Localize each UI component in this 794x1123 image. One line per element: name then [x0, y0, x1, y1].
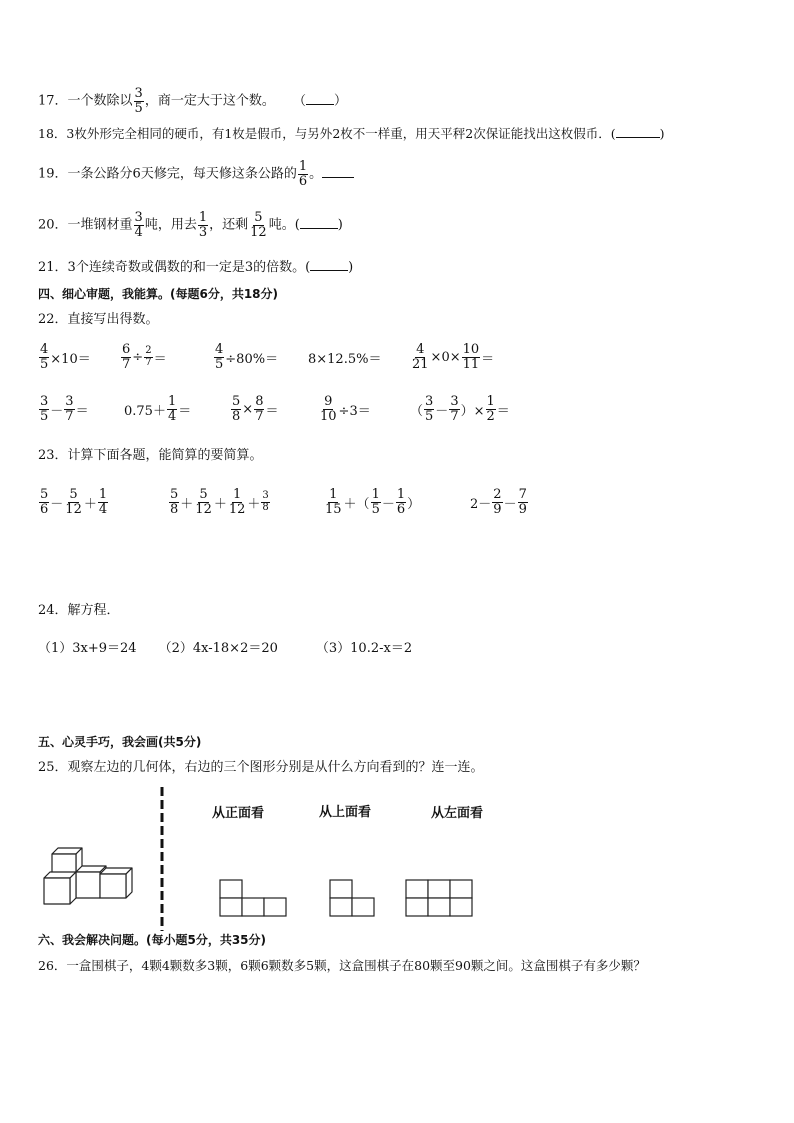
section-5-heading: 五、心灵手巧，我会画(共5分): [38, 735, 202, 749]
answer-blank[interactable]: [322, 177, 354, 178]
question-26: 26．一盒围棋子，4颗4颗数多3颗，6颗6颗数多5颗，这盒围棋子在80颗至90颗之间。这盒围棋子有多少颗？: [38, 958, 646, 973]
question-19: 19．一条公路分6天修完，每天修这条公路的 $\frac{1}{6}$ 。: [38, 160, 354, 188]
section-4-heading: 四、细心审题，我能算。(每题6分，共18分): [38, 287, 279, 301]
q22-item: $\frac{6}{7}$ ÷ $\frac{2}{7}$ ＝: [122, 341, 167, 372]
view-label-left: 从左面看: [431, 806, 484, 821]
question-24-title: 24．解方程．: [38, 603, 120, 618]
q23-expr-2: $\frac{5}{8}$ ＋ $\frac{5}{12}$ ＋ $\frac{1}{12}$ ＋ $\frac{3}{8}$: [170, 486, 269, 517]
fraction: $\frac{5}{12}$: [250, 210, 267, 240]
q22-item: $\frac{4}{5}$ ÷80%＝: [215, 341, 279, 372]
cube-solid-figure: [40, 842, 140, 922]
view-figure-2: [329, 879, 379, 919]
equation-1: （1）3x+9＝24: [38, 641, 137, 656]
answer-blank[interactable]: [306, 104, 334, 105]
q22-item: $\frac{4}{21}$ ×0× $\frac{10}{11}$ ＝: [412, 341, 495, 372]
q22-item: 8×12.5%＝: [308, 351, 382, 367]
fraction: $\frac{1}{6}$: [298, 159, 308, 189]
q23-expr-4: 2－ $\frac{2}{9}$ － $\frac{7}{9}$: [470, 486, 527, 517]
question-22-title: 22．直接写出得数。: [38, 312, 159, 327]
equation-2: （2）4x-18×2＝20: [158, 641, 278, 656]
answer-blank[interactable]: [300, 228, 338, 229]
view-label-front: 从正面看: [212, 806, 265, 821]
answer-blank[interactable]: [616, 137, 660, 138]
q22-item: $\frac{9}{10}$ ÷3＝: [320, 393, 371, 424]
q22-item: 0.75＋ $\frac{1}{4}$ ＝: [124, 393, 192, 424]
question-18: 18．3枚外形完全相同的硬币，有1枚是假币，与另外2枚不一样重，用天平秤2次保证能找出这枚假币．( ): [38, 126, 665, 141]
dashed-divider: [158, 787, 166, 931]
q23-expr-1: $\frac{5}{6}$ － $\frac{5}{12}$ ＋ $\frac{1}{4}$: [40, 486, 108, 517]
view-label-top: 从上面看: [319, 805, 372, 820]
q22-item: $\frac{3}{5}$ － $\frac{3}{7}$ ＝: [40, 393, 89, 424]
q22-item: $\frac{5}{8}$ × $\frac{8}{7}$ ＝: [232, 393, 279, 424]
question-20: 20．一堆钢材重 $\frac{3}{4}$ 吨，用去 $\frac{1}{3}$ ，还剩 $\frac{5}{12}$ 吨。( ): [38, 210, 343, 240]
fraction: $\frac{3}{5}$: [134, 86, 143, 116]
question-24-equations: [38, 640, 412, 658]
view-figure-3: [405, 879, 477, 919]
view-figure-1: [219, 879, 289, 919]
question-23-title: 23．计算下面各题，能简算的要简算。: [38, 448, 263, 463]
fraction: $\frac{3}{4}$: [134, 210, 143, 240]
question-17: 17．一个数除以 $\frac{3}{5}$ ，商一定大于这个数。 （ ）: [38, 86, 348, 116]
q22-item: （ $\frac{3}{5}$ － $\frac{3}{7}$ ）× $\frac{1}{2}$ ＝: [410, 393, 510, 424]
equation-3: （3）10.2-x＝2: [315, 641, 413, 656]
section-6-heading: 六、我会解决问题。(每小题5分，共35分): [38, 933, 267, 947]
q23-expr-3: $\frac{1}{15}$ ＋（ $\frac{1}{5}$ － $\frac{1}{6}$ ）: [325, 486, 421, 517]
fraction: $\frac{1}{3}$: [198, 210, 208, 240]
question-21: 21．3个连续奇数或偶数的和一定是3的倍数。( ): [38, 260, 354, 275]
answer-blank[interactable]: [310, 270, 348, 271]
question-25-title: 25．观察左边的几何体，右边的三个图形分别是从什么方向看到的？连一连。: [38, 760, 484, 775]
q22-item: $\frac{4}{5}$ ×10＝: [40, 341, 91, 372]
